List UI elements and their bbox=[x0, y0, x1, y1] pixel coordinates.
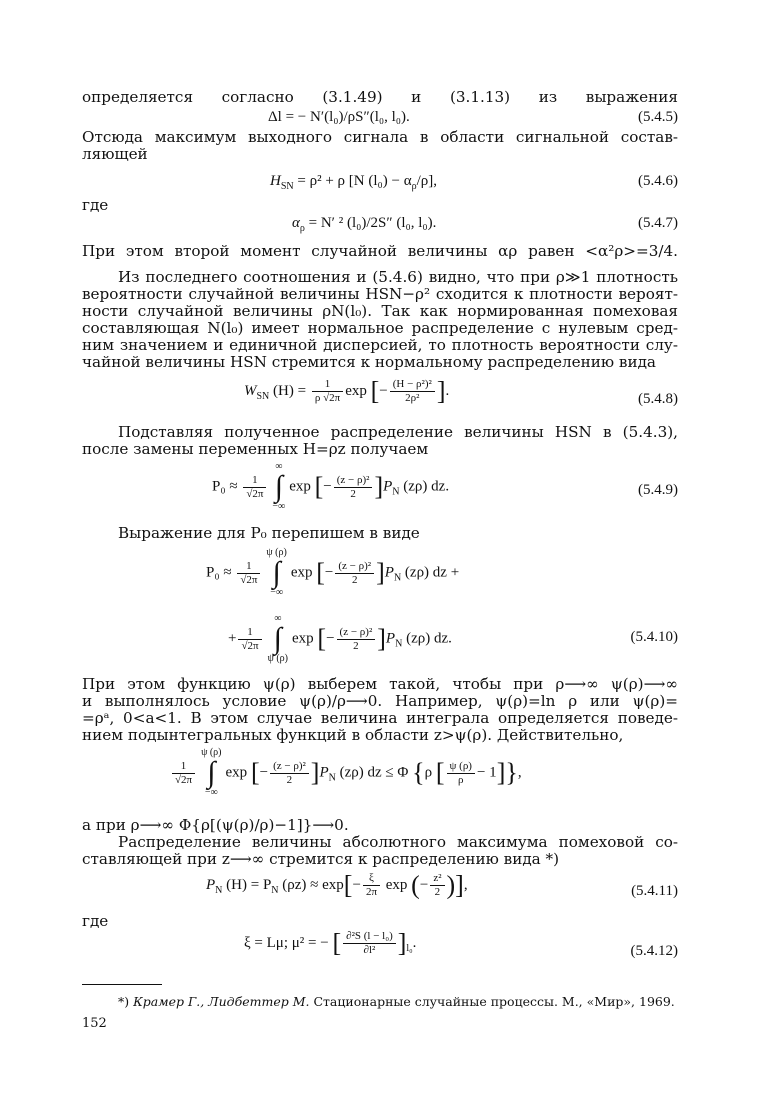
equation-number: (5.4.6) bbox=[638, 173, 678, 189]
upper-limit: ∞ bbox=[275, 461, 283, 472]
eq-subscript: N bbox=[328, 772, 336, 784]
text-line: ставляющей при z⟶∞ стремится к распределению вида *) bbox=[82, 850, 560, 868]
minus-sign: − bbox=[419, 876, 429, 893]
equation-number: (5.4.10) bbox=[630, 629, 678, 645]
equation-number: (5.4.5) bbox=[638, 109, 678, 125]
minus-sign: − bbox=[326, 630, 335, 647]
numerator: 1 bbox=[172, 760, 195, 774]
bracket-close: ] bbox=[496, 758, 506, 787]
numerator: (z − ρ)² bbox=[270, 760, 309, 774]
text-line: Подставляя полученное распределение величины HSN в (5.4.3), bbox=[118, 423, 678, 441]
brace-close: } bbox=[505, 758, 518, 787]
denominator: 2 bbox=[351, 573, 358, 586]
eq-part: (ρz) ≈ exp bbox=[278, 876, 344, 893]
denominator: √2π bbox=[246, 487, 264, 500]
fraction bbox=[390, 378, 435, 405]
denominator: 2 bbox=[350, 487, 356, 500]
plus-sign: + bbox=[228, 630, 237, 647]
eq-subscript: l₀ bbox=[406, 942, 413, 954]
numerator: ∂²S (l − l₀) bbox=[343, 930, 396, 944]
fraction bbox=[343, 930, 396, 957]
numerator: z² bbox=[430, 872, 444, 886]
integral-sign: ∫ bbox=[274, 470, 283, 503]
eq-symbol: P bbox=[385, 630, 396, 647]
text-line: При этом функцию ψ(ρ) выберем такой, чтобы при ρ⟶∞ ψ(ρ)⟶∞ bbox=[82, 675, 678, 693]
eq-symbol: P bbox=[384, 564, 394, 581]
paren-open: ( bbox=[411, 870, 420, 900]
page-number: 152 bbox=[82, 1016, 107, 1031]
eq-symbol: H bbox=[270, 173, 281, 189]
eq-part: − 1 bbox=[476, 764, 497, 781]
text-line: вероятности случайной величины HSN−ρ² сходится к плотности вероят- bbox=[82, 285, 678, 303]
bracket-close: ] bbox=[397, 928, 407, 958]
eq-part: (zρ) dz. bbox=[399, 478, 450, 495]
bracket-open: [ bbox=[332, 928, 342, 958]
integral bbox=[268, 614, 288, 664]
numerator: ψ (ρ) bbox=[447, 760, 475, 774]
text-line: Отсюда максимум выходного сигнала в области сигнальной состав- bbox=[82, 128, 678, 146]
eq-symbol: P bbox=[319, 764, 329, 781]
denominator: 2π bbox=[365, 886, 377, 898]
integral bbox=[201, 748, 221, 798]
fraction bbox=[430, 872, 444, 899]
equation-number: (5.4.9) bbox=[638, 482, 678, 498]
footnote-mark: *) bbox=[118, 994, 130, 1009]
text-line: Распределение величины абсолютного максимума помеховой со- bbox=[118, 833, 678, 851]
minus-sign: − bbox=[379, 382, 388, 399]
numerator: 1 bbox=[238, 626, 261, 640]
integral-sign: ∫ bbox=[207, 756, 216, 789]
eq-subscript: ρ bbox=[299, 223, 305, 234]
equation-number: (5.4.12) bbox=[630, 943, 678, 959]
bracket-open: [ bbox=[316, 558, 325, 587]
eq-part: (zρ) dz. bbox=[402, 630, 452, 647]
integral bbox=[272, 462, 285, 512]
integral bbox=[266, 548, 286, 598]
eq-subscript: SN bbox=[280, 181, 294, 192]
equation-5-4-8: $W_{SN}$ (H) = $\frac{1}{\rho √2\pi}$ exp [− $\frac{\text{(H − ρ²)²}}{\text{2ρ²}}$ ]. bbox=[244, 376, 450, 406]
eq-symbol: P bbox=[206, 876, 216, 893]
bracket-open: [ bbox=[343, 870, 353, 900]
text-line: где bbox=[82, 912, 109, 930]
eq-subscript: ρ bbox=[411, 181, 417, 192]
equation-number: (5.4.11) bbox=[631, 883, 678, 899]
eq-subscript: N bbox=[395, 638, 403, 650]
denominator: √2π bbox=[241, 639, 259, 652]
eq-subscript: N bbox=[215, 884, 223, 896]
text-line: определяется согласно (3.1.49) и (3.1.13) из выражения bbox=[82, 88, 678, 106]
eq-part: (H) = bbox=[269, 382, 310, 399]
fraction bbox=[237, 560, 260, 587]
bracket-close: ] bbox=[310, 758, 320, 787]
bracket-close: ] bbox=[377, 624, 386, 653]
fraction bbox=[243, 474, 266, 501]
fraction bbox=[238, 626, 261, 653]
eq-symbol: W bbox=[244, 382, 257, 399]
text-line: Из последнего соотношения и (5.4.6) видно, что при ρ≫1 плотность bbox=[118, 268, 678, 286]
text-line: и выполнялось условие ψ(ρ)/ρ⟶0. Например, ψ(ρ)=ln ρ или ψ(ρ)= bbox=[82, 692, 678, 710]
exp-word: exp bbox=[345, 382, 367, 399]
bracket-open: [ bbox=[370, 376, 380, 406]
minus-sign: − bbox=[323, 478, 332, 495]
exp-word: exp bbox=[289, 478, 311, 495]
bracket-open: [ bbox=[317, 624, 327, 653]
numerator: 1 bbox=[243, 474, 266, 488]
footnote bbox=[118, 994, 678, 1009]
upper-limit: ∞ bbox=[274, 613, 282, 624]
denominator: ρ bbox=[457, 773, 464, 786]
exp-word: exp bbox=[225, 764, 248, 781]
denominator: 2ρ² bbox=[405, 392, 420, 404]
eq-part: (zρ) dz + bbox=[401, 564, 460, 581]
text-line: где bbox=[82, 196, 109, 214]
eq-part: P₀ ≈ bbox=[212, 478, 242, 495]
fraction bbox=[172, 760, 195, 787]
minus-sign: − bbox=[324, 564, 334, 581]
denominator: 2 bbox=[353, 639, 359, 652]
bracket-close: ] bbox=[376, 558, 385, 587]
fraction bbox=[337, 626, 376, 653]
text-line: нием подынтегральных функций в области z>ψ(ρ). Действительно, bbox=[82, 726, 624, 744]
eq-part: ξ = Lμ; μ² = − bbox=[244, 934, 333, 951]
text-line: =ρᵃ, 0<a<1. В этом случае величина интеграла определяется поведе- bbox=[82, 709, 678, 727]
fraction bbox=[447, 760, 475, 787]
bracket-open: [ bbox=[435, 758, 445, 787]
text-line: ляющей bbox=[82, 145, 148, 163]
upper-limit: ψ (ρ) bbox=[266, 547, 287, 558]
text-line: составляющая N(l₀) имеет нормальное распределение с нулевым сред- bbox=[82, 319, 678, 337]
eq-part: /ρ], bbox=[416, 173, 437, 189]
footnote-rule bbox=[82, 984, 162, 985]
equation-5-4-10-line2 bbox=[228, 614, 452, 664]
eq-part: = N′ ² (l₀)/2S″ (l₀, l₀). bbox=[304, 215, 437, 231]
numerator: (z − ρ)² bbox=[335, 560, 374, 574]
equation-5-4-9 bbox=[212, 462, 449, 512]
eq-symbol: P bbox=[383, 478, 393, 495]
text-line: Выражение для P₀ перепишем в виде bbox=[118, 524, 420, 542]
text-line: ности случайной величины ρN(l₀). Так как нормированная помеховая bbox=[82, 302, 678, 320]
brace-open: { bbox=[412, 758, 425, 787]
bracket-open: [ bbox=[250, 758, 260, 787]
lower-limit: −∞ bbox=[272, 501, 286, 512]
numerator: 1 bbox=[312, 378, 343, 392]
exp-word: exp bbox=[290, 564, 313, 581]
numerator: (z − ρ)² bbox=[334, 474, 373, 488]
bracket-open: [ bbox=[314, 472, 324, 501]
lower-limit: −∞ bbox=[270, 587, 283, 598]
equation-5-4-10-line1 bbox=[206, 548, 459, 598]
denominator: 2 bbox=[286, 773, 293, 786]
eq-subscript: N bbox=[392, 486, 400, 498]
fraction bbox=[270, 760, 309, 787]
text-line: ним значением и единичной дисперсией, то плотность вероятности слу- bbox=[82, 336, 678, 354]
text-line: после замены переменных H=ρz получаем bbox=[82, 440, 429, 458]
integral-sign: ∫ bbox=[273, 622, 282, 655]
numerator: (z − ρ)² bbox=[337, 626, 376, 640]
eq-part: (zρ) dz ≤ Φ bbox=[335, 764, 413, 781]
fraction bbox=[334, 474, 373, 501]
footnote-text: Стационарные случайные процессы. М., «Мир», 1969. bbox=[313, 994, 675, 1009]
denominator: √2π bbox=[175, 773, 193, 786]
exp-word: exp bbox=[382, 876, 412, 893]
inequality: $\frac{1}{√2\pi}$ ψ (ρ) ∫ −∞ exp [− $\frac{\text{(z − ρ)²}}{2}$ ]$P_N$ (zρ) dz ≤ Φ {ρ [ $\frac{\psi (\rho)}{\rho}$ − 1]}, bbox=[170, 748, 522, 798]
bracket-close: ] bbox=[455, 870, 464, 900]
eq-subscript: SN bbox=[256, 390, 270, 402]
text-line: При этом второй момент случайной величины αρ равен <α²ρ>=3/4. bbox=[82, 242, 678, 260]
fraction bbox=[312, 378, 343, 405]
bracket-close: ] bbox=[436, 376, 446, 406]
eq-subscript: N bbox=[271, 884, 279, 896]
integral-sign: ∫ bbox=[272, 556, 281, 589]
fraction bbox=[363, 872, 380, 899]
numerator: 1 bbox=[237, 560, 260, 574]
equation-5-4-7 bbox=[292, 214, 436, 238]
denominator: ρ √2π bbox=[314, 392, 341, 404]
equation-number: (5.4.7) bbox=[638, 215, 678, 231]
footnote-authors: Крамер Г., Лидбеттер М. bbox=[133, 994, 310, 1009]
eq-subscript: N bbox=[393, 572, 402, 584]
paren-close: ) bbox=[446, 870, 456, 900]
equation-5-4-11: $P_N$ $(H) = P_N$ (ρz) ≈ exp[− $\frac{\xi}{2\pi}$ exp (− $\frac{\text{z²}}{2}$ )], bbox=[206, 870, 468, 900]
minus-sign: − bbox=[352, 876, 361, 893]
eq-part: (H) = P bbox=[222, 876, 272, 893]
lower-limit: −∞ bbox=[204, 787, 218, 798]
equation-5-4-6 bbox=[270, 172, 437, 196]
bracket-close: ] bbox=[374, 472, 384, 501]
equation-5-4-12: ξ = Lμ; μ² = − [ $\frac{\text{∂²S (l − l₀)}}{\text{∂l²}}$ ]$_{l_0}$. bbox=[244, 928, 417, 958]
eq-symbol: α bbox=[292, 215, 300, 231]
upper-limit: ψ (ρ) bbox=[201, 747, 222, 758]
equation-5-4-5: Δl = − N′(l₀)/ρS″(l₀, l₀). bbox=[268, 109, 410, 125]
lower-limit: ψ (ρ) bbox=[267, 653, 288, 664]
denominator: ∂l² bbox=[363, 944, 376, 956]
exp-word: exp bbox=[291, 630, 314, 647]
text-line: чайной величины HSN стремится к нормальному распределению вида bbox=[82, 353, 656, 371]
eq-part: = ρ² + ρ [N (l₀) − α bbox=[293, 173, 412, 189]
minus-sign: − bbox=[259, 764, 269, 781]
eq-part: P₀ ≈ bbox=[206, 564, 236, 581]
equation-number: (5.4.8) bbox=[638, 391, 678, 407]
denominator: 2 bbox=[434, 886, 441, 898]
text-line: а при ρ⟶∞ Φ{ρ[(ψ(ρ)/ρ)−1]}⟶0. bbox=[82, 816, 349, 834]
fraction bbox=[335, 560, 374, 587]
numerator: ξ bbox=[363, 872, 380, 886]
denominator: √2π bbox=[240, 573, 258, 586]
numerator: (H − ρ²)² bbox=[390, 378, 435, 392]
